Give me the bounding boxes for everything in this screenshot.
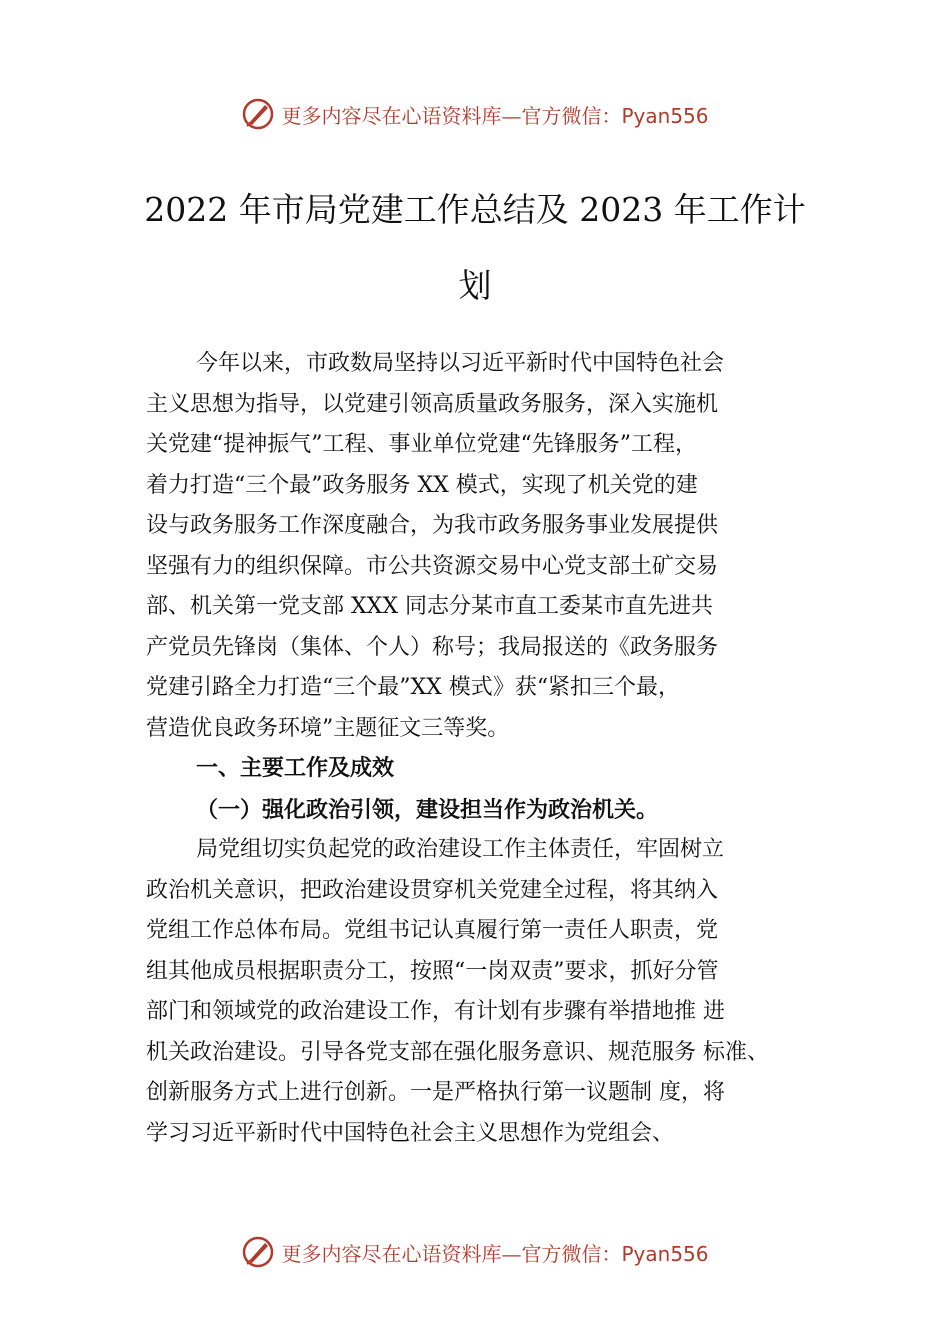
section-heading: 一、主要工作及成效 [196, 756, 395, 781]
paragraph-line: 着力打造“三个最”政务服务 XX 模式，实现了机关党的建 [146, 472, 698, 498]
paragraph-line: 政治机关意识，把政治建设贯穿机关党建全过程，将其纳入 [146, 877, 719, 903]
watermark-banner-bottom [0, 1232, 950, 1272]
paragraph-line: 部、机关第一党支部 XXX 同志分某市直工委某市直先进共 [146, 594, 713, 619]
paragraph-line: 主义思想为指导，以党建引领高质量政务服务，深入实施机 [146, 391, 719, 417]
title-line-2: 划 [458, 266, 492, 305]
paragraph-line: 设与政务服务工作深度融合，为我市政务服务事业发展提供 [146, 513, 719, 538]
paragraph-line: 局党组切实负起党的政治建设工作主体责任，牢固树立 [196, 837, 725, 862]
paragraph-line: 党组工作总体布局。党组书记认真履行第一责任人职责，党 [146, 918, 719, 943]
document-title [130, 172, 820, 324]
paragraph-line: 今年以来，市政数局坚持以习近平新时代中国特色社会 [196, 351, 725, 376]
subsection-heading: （一）强化政治引领，建设担当作为政治机关。 [196, 796, 659, 823]
watermark-text: 更多内容尽在心语资料库—官方微信：Pyan556 [281, 103, 709, 128]
quill-pen-logo-icon [241, 97, 275, 131]
paragraph-line: 党建引路全力打造“三个最”XX 模式》获“紧扣三个最， [146, 675, 681, 700]
quill-pen-logo-icon [241, 1235, 275, 1269]
paragraph-line: 创新服务方式上进行创新。一是严格执行第一议题制 度，将 [146, 1080, 725, 1105]
paragraph-line: 学习习近平新时代中国特色社会主义思想作为党组会、 [146, 1120, 675, 1146]
paragraph-line: 坚强有力的组织保障。市公共资源交易中心党支部土矿交易 [146, 553, 719, 579]
title-line-1: 2022 年市局党建工作总结及 2023 年工作计 [144, 190, 806, 229]
paragraph-line: 营造优良政务环境”主题征文三等奖。 [146, 715, 510, 741]
paragraph-line: 产党员先锋岗（集体、个人）称号；我局报送的《政务服务 [146, 634, 719, 660]
watermark-banner-top [0, 94, 950, 134]
watermark-text: 更多内容尽在心语资料库—官方微信：Pyan556 [281, 1241, 709, 1266]
document-body [146, 344, 866, 1154]
paragraph-line: 机关政治建设。引导各党支部在强化服务意识、规范服务 标准、 [146, 1039, 769, 1065]
paragraph-line: 关党建“提神振气”工程、事业单位党建“先锋服务”工程， [146, 432, 697, 457]
paragraph-line: 组其他成员根据职责分工，按照“一岗双责”要求，抓好分管 [146, 958, 719, 984]
paragraph-line: 部门和领域党的政治建设工作，有计划有步骤有举措地推 进 [146, 999, 725, 1024]
